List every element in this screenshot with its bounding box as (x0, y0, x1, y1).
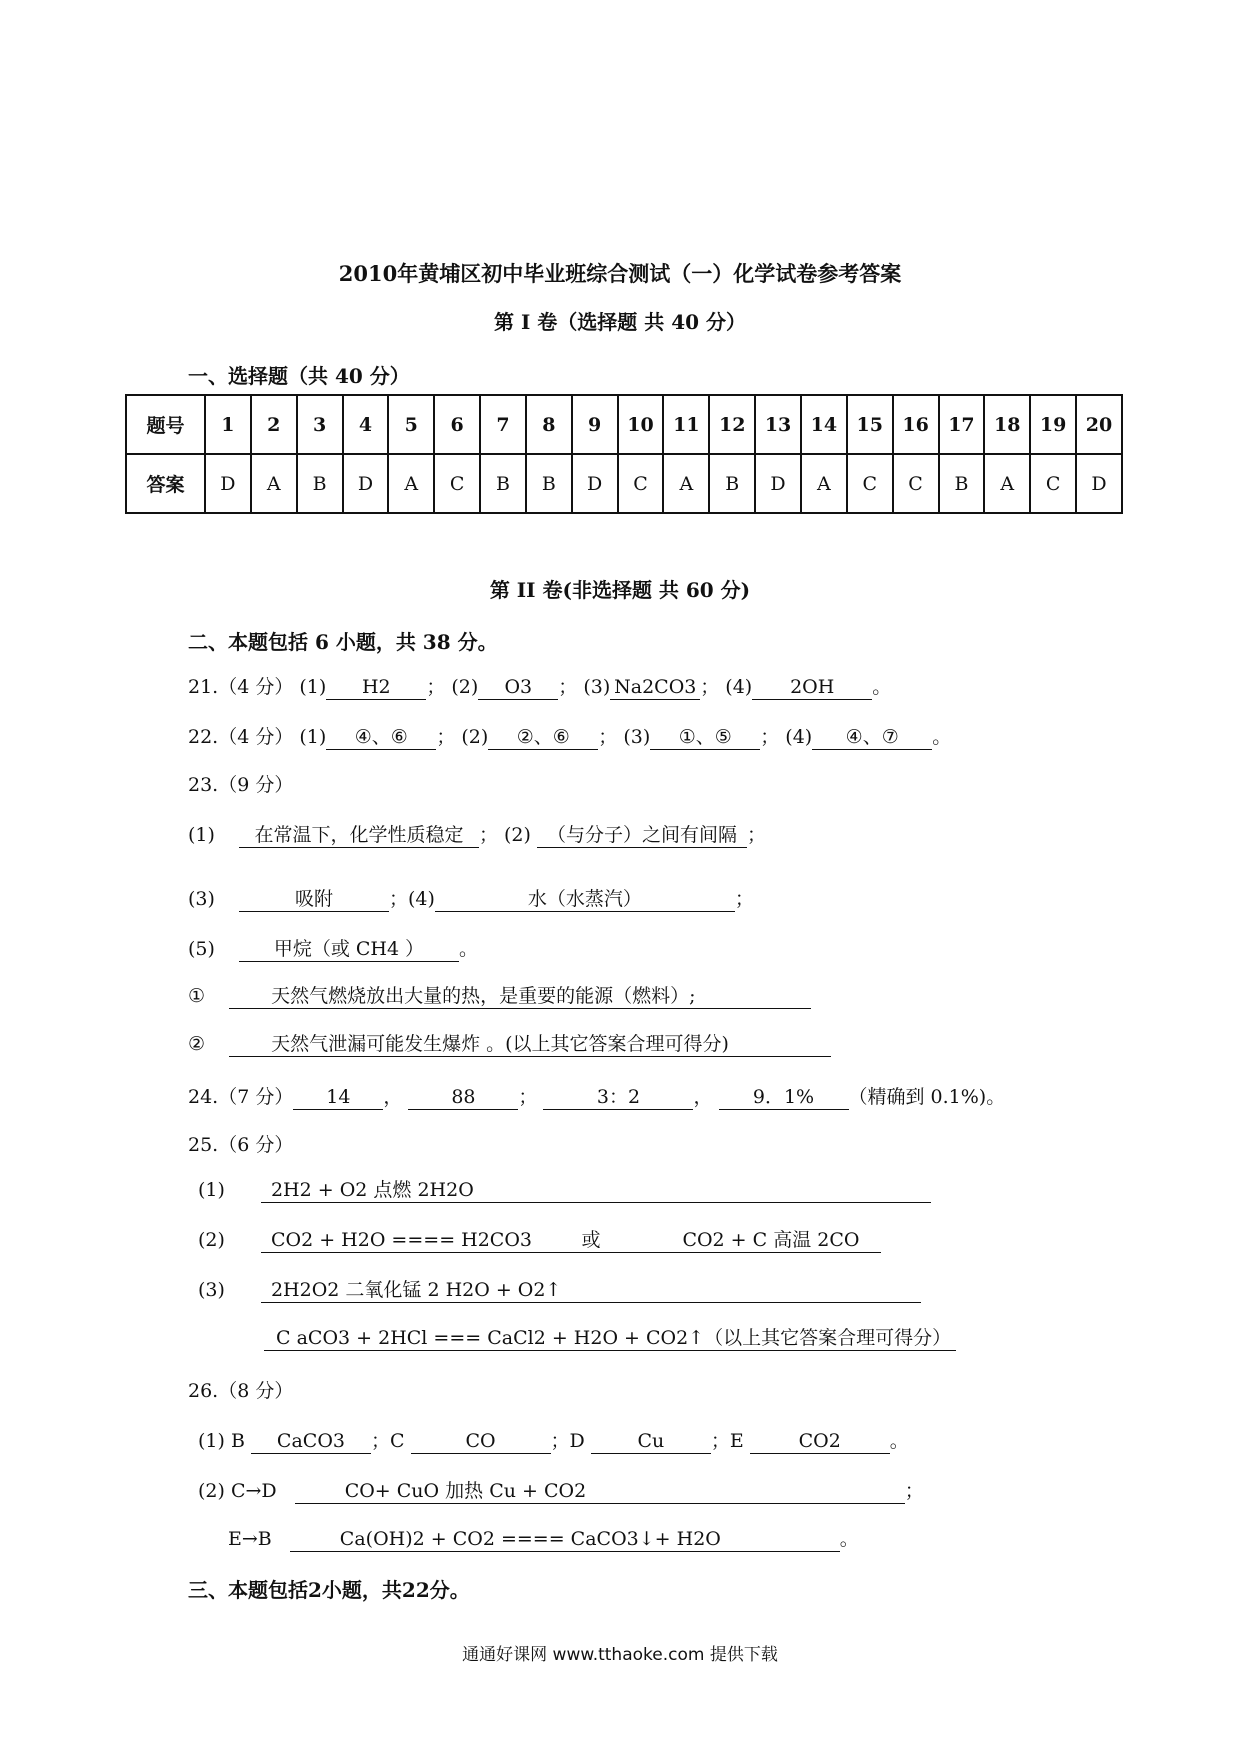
q26-label: 26.（8 分） (188, 1380, 294, 1402)
q23-answer-3: 吸附 (239, 887, 389, 912)
table-cell: C (893, 454, 939, 513)
table-cell: D (755, 454, 801, 513)
footer-text: 通通好课网 www.tthaoke.com 提供下载 (462, 1645, 778, 1665)
table-cell: 4 (343, 395, 389, 454)
q24-answer-1: 14 (293, 1085, 383, 1110)
table-cell: B (939, 454, 985, 513)
table-cell: B (297, 454, 343, 513)
table-cell: 19 (1030, 395, 1076, 454)
q23-comment-2: 天然气泄漏可能发生爆炸 。(以上其它答案合理可得分) (229, 1032, 831, 1057)
table-cell: A (251, 454, 297, 513)
table-cell: 16 (893, 395, 939, 454)
q21-answer-1: H2 (326, 675, 426, 700)
table-cell: B (526, 454, 572, 513)
table-cell: 20 (1076, 395, 1122, 454)
q26-answer-d: Cu (591, 1429, 711, 1454)
q23-row-2: (3) 吸附 ；(4) 水（水蒸汽） ； (188, 888, 754, 910)
table-cell: D (205, 454, 251, 513)
table-cell: A (801, 454, 847, 513)
q23-label: 23.（9 分） (188, 774, 294, 796)
q23-answer-4: 水（水蒸汽） (435, 887, 735, 912)
table-row-numbers (126, 395, 1122, 454)
q22-answer-4: ④、⑦ (812, 725, 932, 750)
table-cell: A (663, 454, 709, 513)
q23-row-5: ② 天然气泄漏可能发生爆炸 。(以上其它答案合理可得分) (188, 1032, 831, 1057)
q21-answer-3: Na2CO3 (610, 675, 700, 700)
q23-answer-1: 在常温下，化学性质稳定 (239, 823, 479, 848)
q22-answer-3: ①、⑤ (650, 725, 760, 750)
table-cell: 17 (939, 395, 985, 454)
q25-label: 25.（6 分） (188, 1134, 294, 1156)
table-cell: C (847, 454, 893, 513)
section2-title: 二、本题包括 6 小题，共 38 分。 (188, 630, 498, 654)
q25-row-4 (264, 1326, 956, 1351)
table-cell: 11 (663, 395, 709, 454)
q25-equation-3a: 2H2O2 二氧化锰 2 H2O + O2↑ (261, 1278, 921, 1303)
part1-title: 第 I 卷（选择题 共 40 分） (493, 310, 746, 334)
q26-row-2: (2) C→D CO+ CuO 加热 Cu + CO2 ； (198, 1480, 924, 1502)
q23-row-1: (1) 在常温下，化学性质稳定 ； (2) （与分子）之间有间隔 ； (188, 824, 766, 846)
table-cell: A (984, 454, 1030, 513)
table-cell: 2 (251, 395, 297, 454)
table-cell: B (480, 454, 526, 513)
q24-note: （精确到 0.1%)。 (848, 1086, 1006, 1108)
q26-equation-cd: CO+ CuO 加热 Cu + CO2 (295, 1479, 905, 1504)
table-cell: D (343, 454, 389, 513)
page-title: 2010年黄埔区初中毕业班综合测试（一）化学试卷参考答案 (338, 261, 902, 286)
q26-answer-c: CO (411, 1429, 551, 1454)
q24-answer-4: 9．1% (719, 1085, 849, 1110)
q25-equation-2a: CO2 + H2O ==== H2CO3 (261, 1228, 521, 1253)
table-cell: 1 (205, 395, 251, 454)
table-cell: B (709, 454, 755, 513)
q23-answer-5: 甲烷（或 CH4 ） (239, 937, 459, 962)
section3-title: 三、本题包括2小题，共22分。 (188, 1578, 470, 1602)
q21-answer-4: 2OH (752, 675, 872, 700)
q21-row: 21.（4 分） (1) H2 ； (2) O3 ； (3) Na2CO3 ； (4) 2OH 。 (188, 676, 892, 698)
table-cell: 12 (709, 395, 755, 454)
q26-answer-b: CaCO3 (251, 1429, 371, 1454)
table-cell: A (388, 454, 434, 513)
q23-comment-1: 天然气燃烧放出大量的热，是重要的能源（燃料）; (229, 984, 811, 1009)
table-cell: 10 (618, 395, 664, 454)
table-cell: 7 (480, 395, 526, 454)
q25-row-3: (3) 2H2O2 二氧化锰 2 H2O + O2↑ (198, 1278, 921, 1303)
q25-row-2: (2) CO2 + H2O ==== H2CO3 或 CO2 + C 高温 2CO (198, 1228, 881, 1253)
q26-answer-e: CO2 (750, 1429, 890, 1454)
q21-label: 21.（4 分） (188, 676, 294, 698)
table-cell: 8 (526, 395, 572, 454)
q22-answer-1: ④、⑥ (326, 725, 436, 750)
table-row-answers (126, 454, 1122, 513)
q24-label: 24.（7 分） (188, 1086, 294, 1108)
q23-row-4: ① 天然气燃烧放出大量的热，是重要的能源（燃料）; (188, 984, 811, 1009)
q24-row: 24.（7 分） 14 ， 88 ； 3：2 ， 9．1% （精确到 0.1%)。 (188, 1086, 1006, 1108)
q22-answer-2: ②、⑥ (488, 725, 598, 750)
row-header-answers: 答案 (126, 454, 205, 513)
table-cell: 3 (297, 395, 343, 454)
section1-title: 一、选择题（共 40 分） (188, 364, 410, 388)
row-header-numbers: 题号 (126, 395, 205, 454)
q22-row: 22.（4 分） (1) ④、⑥ ； (2) ②、⑥ ； (3) ①、⑤ ； (4) ④、⑦ 。 (188, 726, 952, 748)
q25-equation-3b: C aCO3 + 2HCl === CaCl2 + H2O + CO2↑（以上其它答案合理可得分） (264, 1326, 956, 1351)
q24-answer-2: 88 (408, 1085, 518, 1110)
table-cell: D (572, 454, 618, 513)
q23-answer-2: （与分子）之间有间隔 (537, 823, 747, 848)
q25-row-1: (1) 2H2 + O2 点燃 2H2O (198, 1178, 931, 1203)
q26-row-3: E→B Ca(OH)2 + CO2 ==== CaCO3↓+ H2O 。 (228, 1528, 859, 1550)
q21-answer-2: O3 (478, 675, 558, 700)
answer-table (125, 394, 1123, 514)
table-cell: 13 (755, 395, 801, 454)
part2-title: 第 II 卷(非选择题 共 60 分) (489, 578, 751, 602)
q24-answer-3: 3：2 (543, 1085, 693, 1110)
q22-label: 22.（4 分） (188, 726, 294, 748)
q25-equation-1: 2H2 + O2 点燃 2H2O (261, 1178, 931, 1203)
q26-row-1: (1) B CaCO3 ；C CO ；D Cu ；E CO2 。 (198, 1430, 909, 1452)
q23-row-3: (5) 甲烷（或 CH4 ） 。 (188, 938, 478, 960)
table-cell: 14 (801, 395, 847, 454)
table-cell: D (1076, 454, 1122, 513)
q26-equation-eb: Ca(OH)2 + CO2 ==== CaCO3↓+ H2O (290, 1527, 840, 1552)
table-cell: 18 (984, 395, 1030, 454)
table-cell: 15 (847, 395, 893, 454)
table-cell: 6 (434, 395, 480, 454)
q25-or: 或 (521, 1228, 661, 1253)
q25-equation-2b: CO2 + C 高温 2CO (661, 1228, 881, 1253)
table-cell: C (1030, 454, 1076, 513)
table-cell: C (434, 454, 480, 513)
table-cell: C (618, 454, 664, 513)
table-cell: 9 (572, 395, 618, 454)
table-cell: 5 (388, 395, 434, 454)
